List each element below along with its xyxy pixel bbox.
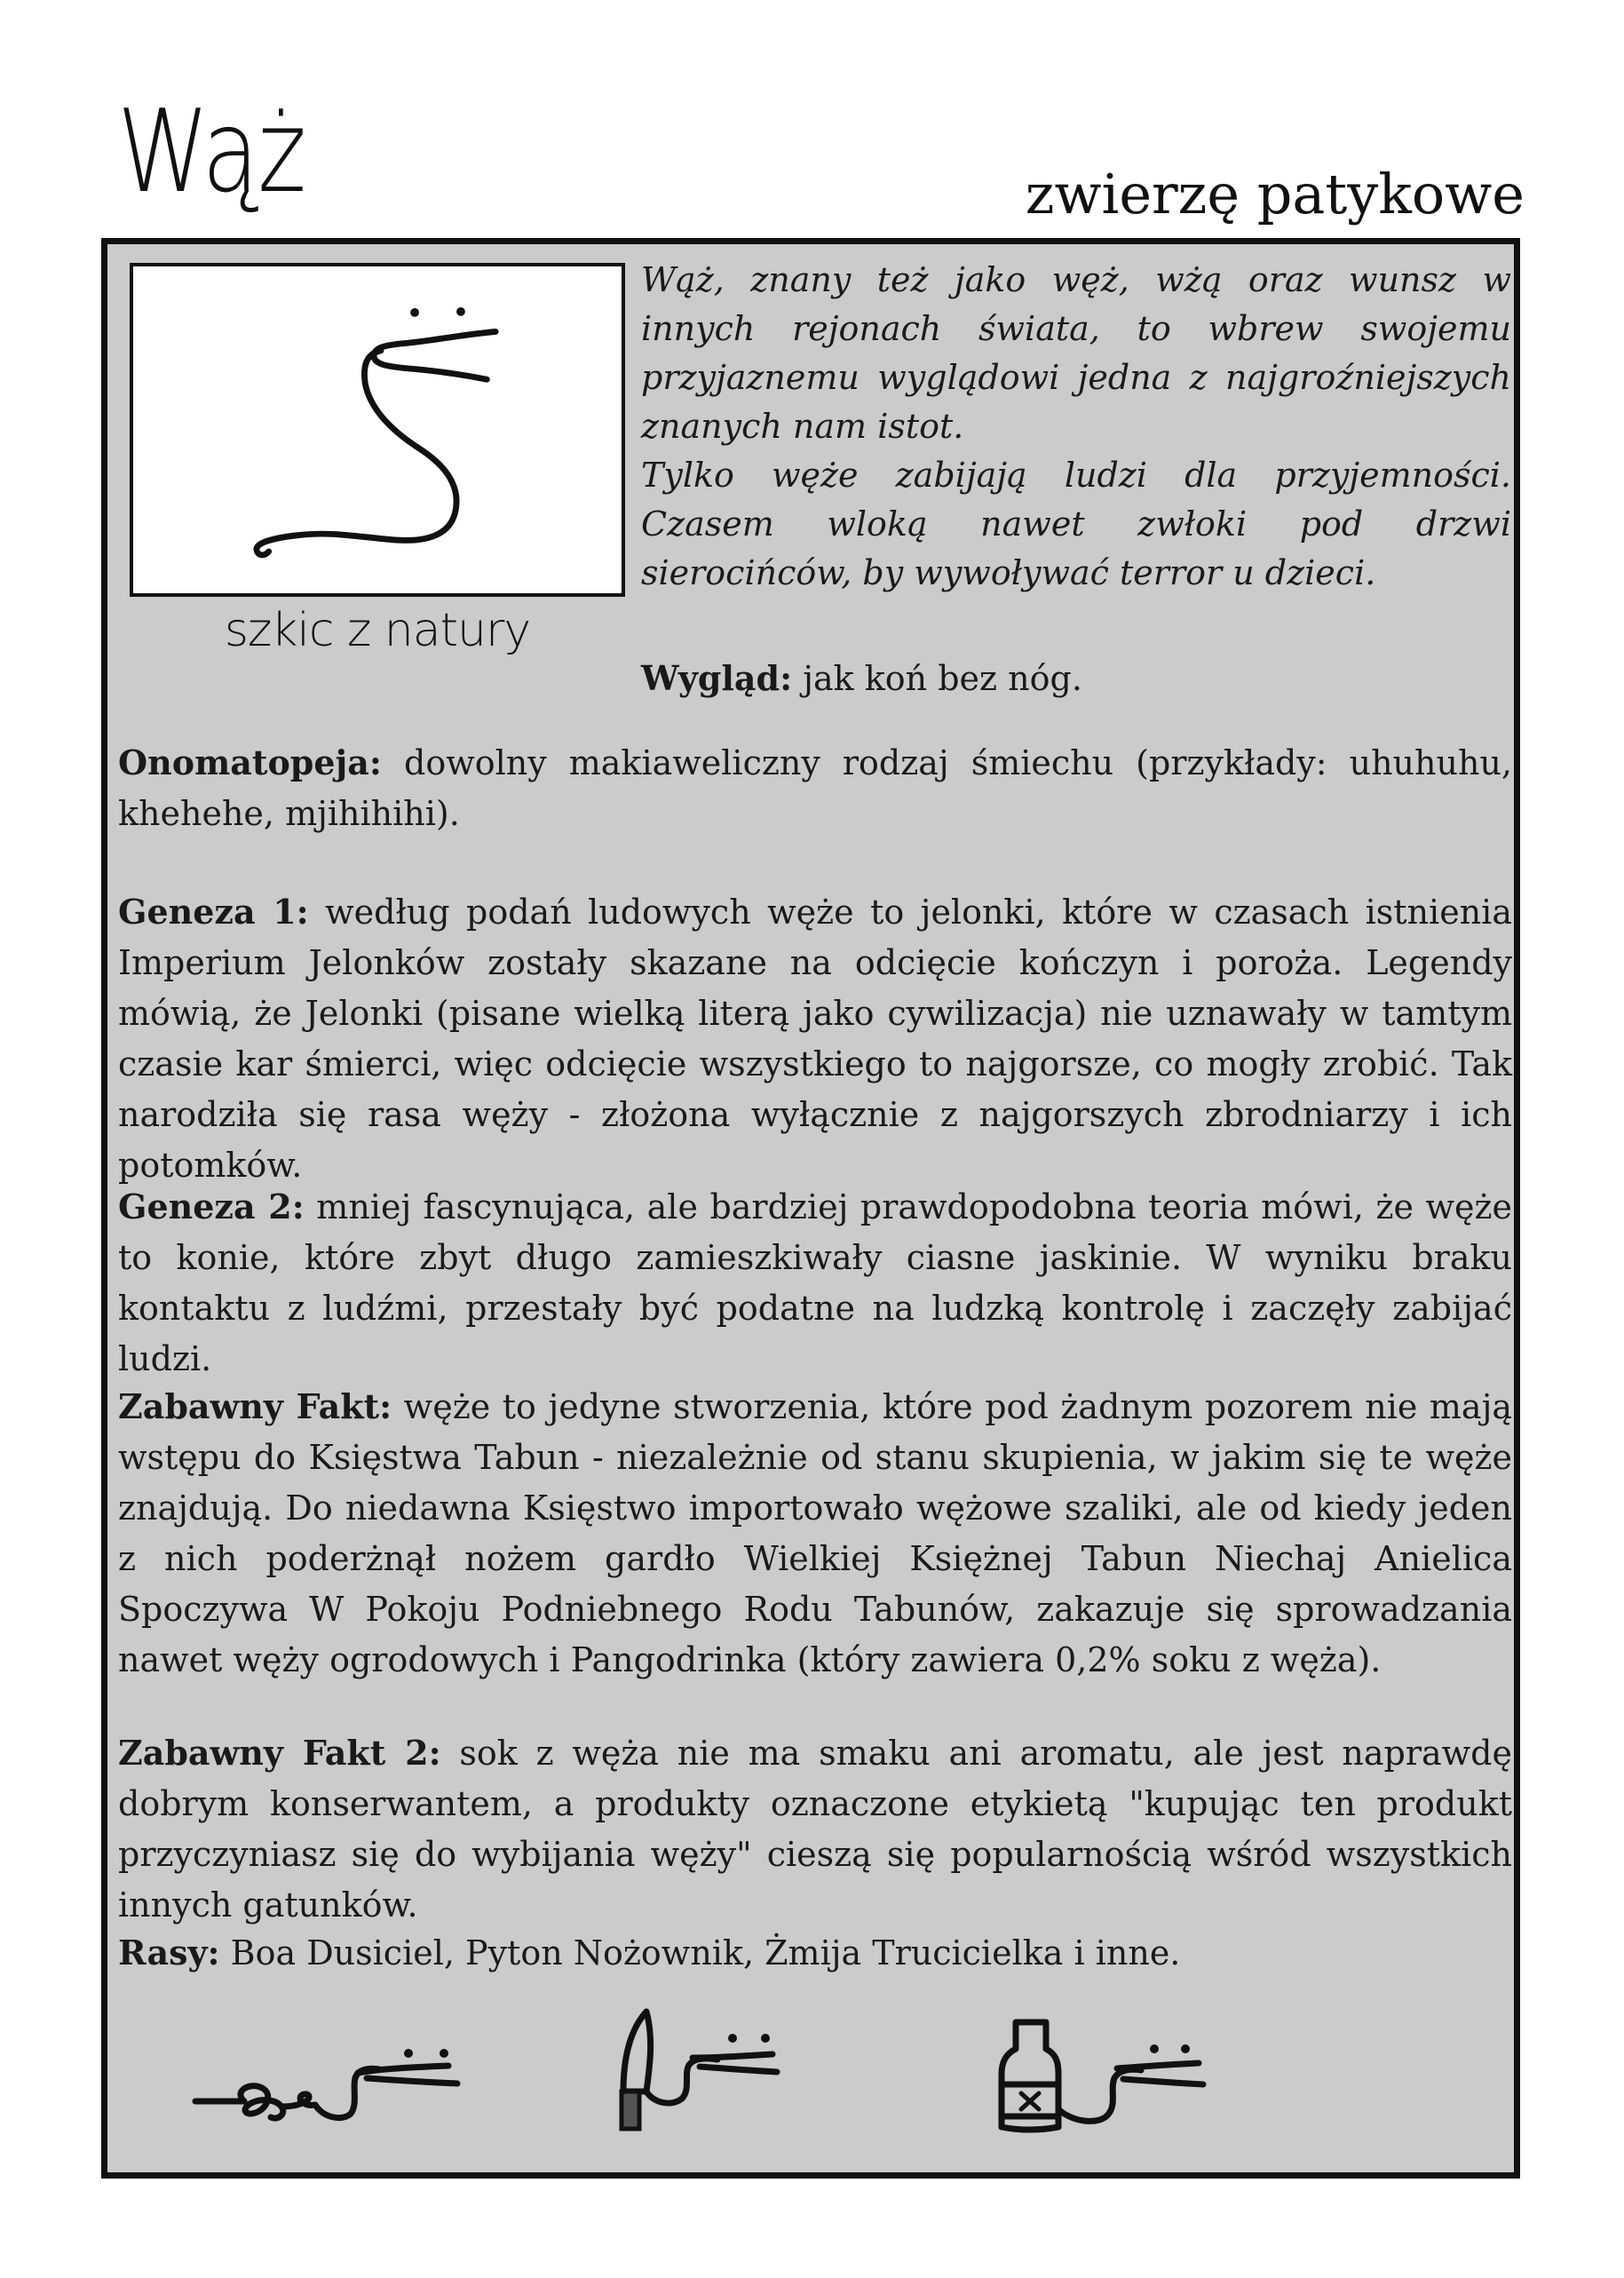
races-entry <box>118 1927 1512 1979</box>
entry-text: mniej fascynująca, ale bardziej prawdopodobna teoria mówi, że węże to konie, które zbyt długo zamieszkiwały ciasne jaskinie. W wyniku braku kontaktu z ludźmi, przestały być podatne na ludzką kontrolę i zaczęły zabijać ludzi. <box>118 1187 1512 1378</box>
entry-text: jak koń bez nóg. <box>792 659 1082 698</box>
onomatopoeia-entry <box>118 737 1512 839</box>
boa-constrictor-sketch <box>191 2043 475 2131</box>
entry-text: dowolny makiaweliczny rodzaj śmiechu (przykłady: uhuhuhu, khehehe, mjihihihi). <box>118 743 1512 833</box>
entry-label: Geneza 1: <box>118 892 309 932</box>
fun-fact-2-entry <box>118 1727 1512 1931</box>
entry-text: sok z węża nie ma smaku ani aromatu, ale jest naprawdę dobrym konserwantem, a produkty oznaczone etykietą "kupując ten produkt przyczyniasz się do wybijania węży" cieszą się popularnością wśród wszystkich innych gatunków. <box>118 1734 1512 1925</box>
intro-description <box>641 256 1511 598</box>
fun-fact-1-entry <box>118 1381 1512 1686</box>
entry-label: Geneza 2: <box>118 1187 305 1226</box>
entry-label: Rasy: <box>118 1933 220 1972</box>
sketch-caption: szkic z natury <box>224 604 531 657</box>
genesis-1-entry <box>118 886 1512 1191</box>
appearance-entry <box>641 653 1511 704</box>
entry-label: Zabawny Fakt 2: <box>118 1733 441 1773</box>
entry-label: Zabawny Fakt: <box>118 1386 392 1426</box>
snake-sketch-illustration <box>133 266 622 593</box>
page-title: Wąż <box>117 86 305 218</box>
sketch-frame <box>130 263 625 597</box>
entry-label: Wygląd: <box>641 658 793 698</box>
intro-paragraph: Tylko węże zabijają ludzi dla przyjemności. Czasem wloką nawet zwłoki pod drzwi sierocińców, by wywoływać terror u dzieci. <box>641 456 1511 592</box>
viper-poison-bottle-sketch <box>994 2012 1216 2145</box>
genesis-2-entry <box>118 1181 1512 1385</box>
entry-text: Boa Dusiciel, Pyton Nożownik, Żmija Trucicielka i inne. <box>219 1933 1181 1972</box>
intro-paragraph: Wąż, znany też jako węż, wżą oraz wunsz w innych rejonach świata, to wbrew swojemu przyjaznemu wyglądowi jedna z najgroźniejszych znanych nam istot. <box>641 260 1511 446</box>
entry-label: Onomatopeja: <box>118 742 382 782</box>
entry-text: według podań ludowych węże to jelonki, które w czasach istnienia Imperium Jelonków zostały skazane na odcięcie kończyn i poroża. Legendy mówią, że Jelonki (pisane wielką literą jako cywilizacja) nie uznawały w tamtym czasie kar śmierci, więc odcięcie wszystkiego to najgorsze, co mogły zrobić. Tak narodziła się rasa węży - złożona wyłącznie z najgorszych zbrodniarzy i ich potomków. <box>118 893 1512 1185</box>
python-knife-sketch <box>604 2003 790 2136</box>
entry-text: węże to jedyne stworzenia, które pod żadnym pozorem nie mają wstępu do Księstwa Tabun - niezależnie od stanu skupienia, w jakim się te węże znajdują. Do niedawna Księstwo importowało wężowe szaliki, ale od kiedy jeden z nich poderżnął nożem gardło Wielkiej Księżnej Tabun Niechaj Anielica Spoczywa W Pokoju Podniebnego Rodu Tabunów, zakazuje się sprowadzania nawet węży ogrodowych i Pangodrinka (który zawiera 0,2% soku z węża). <box>118 1387 1513 1679</box>
category-label: zwierzę patykowe <box>1025 162 1525 226</box>
